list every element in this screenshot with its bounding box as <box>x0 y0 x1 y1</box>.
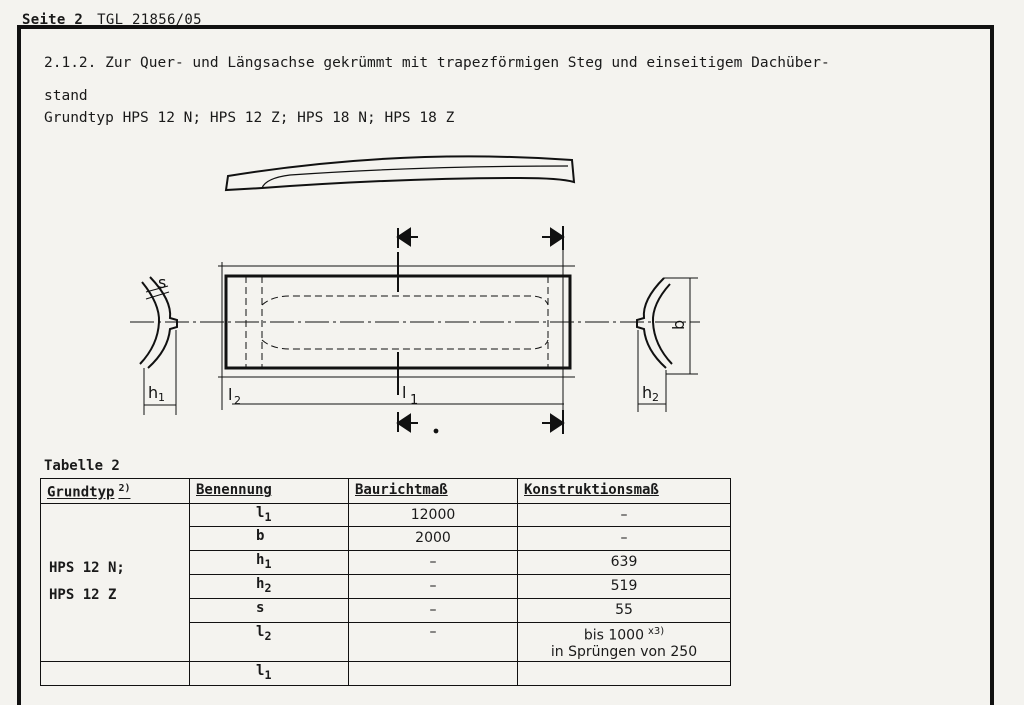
konstruktionsmass-cell: – <box>518 503 731 527</box>
symbol: b <box>256 528 265 545</box>
baurichtmass-cell <box>349 662 518 686</box>
header-grundtyp <box>41 479 190 504</box>
label-h2: h <box>642 383 653 402</box>
konstruktionsmass-cell: 639 <box>518 551 731 575</box>
page-number: Seite 2 <box>22 12 84 28</box>
symbol-cell <box>190 622 349 662</box>
symbol-cell <box>190 662 349 686</box>
symbol-sub: 2 <box>264 628 272 643</box>
symbol-cell <box>190 598 349 622</box>
symbol-cell <box>190 527 349 551</box>
grundtyp-cell <box>41 662 190 686</box>
symbol: l <box>256 623 265 640</box>
label-h2-sub: 2 <box>652 391 659 404</box>
label-l2-sub: 2 <box>234 394 241 407</box>
section-heading-continuation: stand <box>44 88 88 104</box>
symbol-sub: 1 <box>264 668 272 683</box>
konstruktionsmass-value: bis 1000 <box>583 627 644 644</box>
symbol-cell <box>190 575 349 599</box>
header-konstruktionsmass: Konstruktionsmaß <box>518 479 731 504</box>
grundtyp-line2: HPS 12 Z <box>49 587 117 604</box>
baurichtmass-cell: – <box>349 575 518 599</box>
label-s: s <box>158 273 167 292</box>
baurichtmass-cell: 2000 <box>349 527 518 551</box>
header-grundtyp-text: Grundtyp <box>47 484 115 501</box>
header-grundtyp-note: 2) <box>118 483 131 494</box>
symbol: l <box>256 663 265 680</box>
symbol-cell <box>190 551 349 575</box>
table-header-row <box>41 479 731 504</box>
label-h1-sub: 1 <box>158 391 165 404</box>
table-title: Tabelle 2 <box>44 458 120 474</box>
label-l1-sub: 1 <box>410 393 419 408</box>
type-list: Grundtyp HPS 12 N; HPS 12 Z; HPS 18 N; HPS 18 Z <box>44 110 455 126</box>
baurichtmass-cell: – <box>349 622 518 662</box>
label-l2: l <box>228 385 233 404</box>
symbol: h <box>256 552 265 569</box>
konstruktionsmass-cell: 55 <box>518 598 731 622</box>
baurichtmass-cell: – <box>349 551 518 575</box>
symbol: h <box>256 576 265 593</box>
symbol-sub: 1 <box>264 557 272 572</box>
konstruktionsmass-value-line2: in Sprüngen von 250 <box>550 644 698 661</box>
header-benennung: Benennung <box>190 479 349 504</box>
side-profile-view <box>226 156 574 190</box>
konstruktionsmass-cell <box>518 662 731 686</box>
label-h1: h <box>148 383 159 402</box>
standard-number: TGL 21856/05 <box>97 12 202 28</box>
baurichtmass-cell: 12000 <box>349 503 518 527</box>
symbol-cell <box>190 503 349 527</box>
symbol-sub: 2 <box>264 580 272 595</box>
grundtyp-cell <box>41 503 190 662</box>
symbol: l <box>256 504 265 521</box>
symbol: s <box>256 599 265 616</box>
label-b: b <box>669 319 688 330</box>
footnote-marker: x3) <box>647 625 665 637</box>
symbol-sub: 1 <box>264 509 272 524</box>
grundtyp-line1: HPS 12 N; <box>49 560 125 577</box>
table-row <box>41 662 731 686</box>
baurichtmass-cell: – <box>349 598 518 622</box>
section-heading: 2.1.2. Zur Quer- und Längsachse gekrümmt mit trapezförmigen Steg und einseitigem Dachüber- <box>44 55 830 71</box>
konstruktionsmass-cell: – <box>518 527 731 551</box>
label-l1: l <box>402 383 407 402</box>
dimension-table <box>40 478 731 686</box>
table-row <box>41 503 731 527</box>
konstruktionsmass-cell <box>518 622 731 662</box>
header-baurichtmass: Baurichtmaß <box>349 479 518 504</box>
konstruktionsmass-cell: 519 <box>518 575 731 599</box>
section-marker-arrows <box>398 226 563 434</box>
